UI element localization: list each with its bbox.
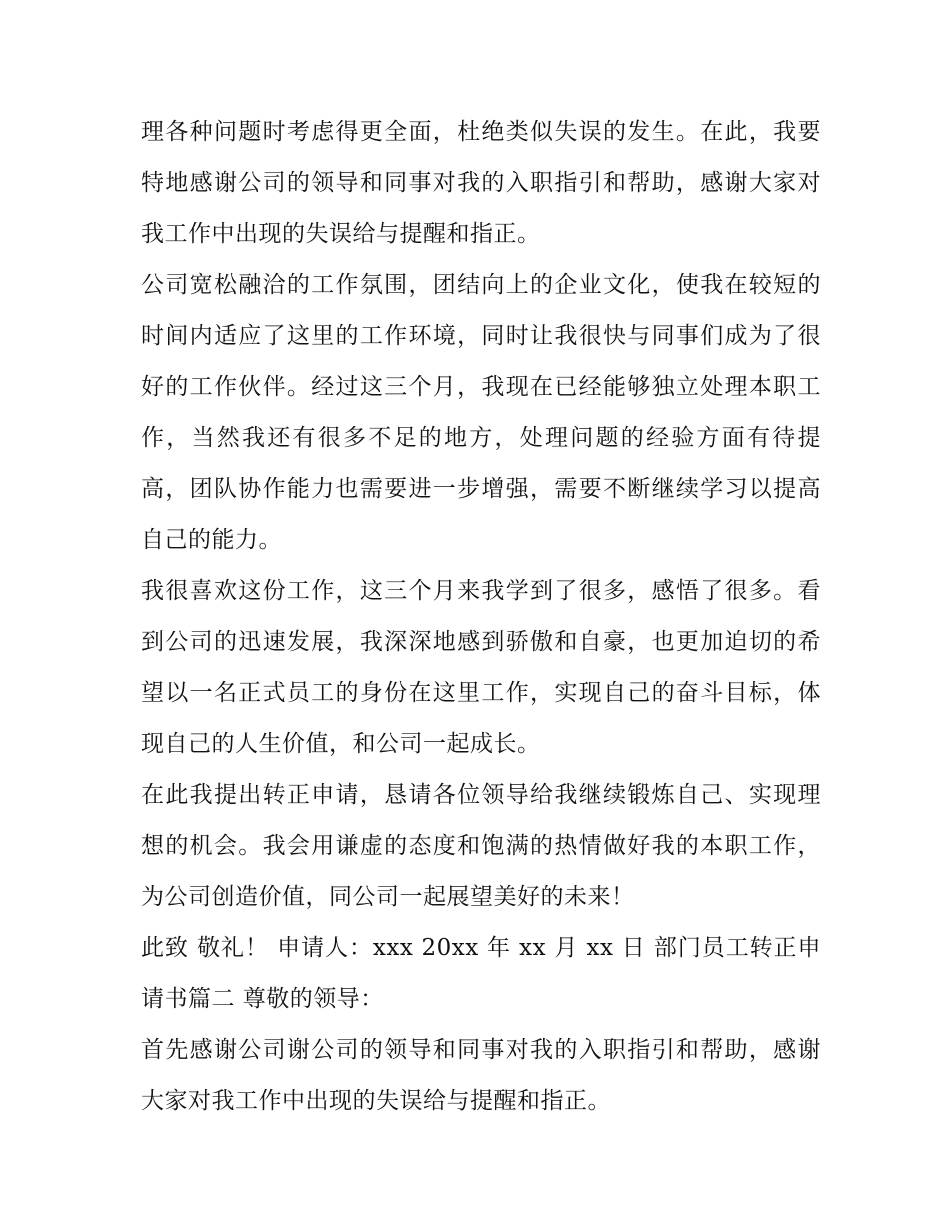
- paragraph: 理各种问题时考虑得更全面，杜绝类似失误的发生。在此，我要特地感谢公司的领导和同事对我的入职指引和帮助，感谢大家对我工作中出现的失误给与提醒和指正。: [141, 119, 821, 247]
- paragraph: 我很喜欢这份工作，这三个月来我学到了很多，感悟了很多。看到公司的迅速发展，我深深地感到骄傲和自豪，也更加迫切的希望以一名正式员工的身份在这里工作，实现自己的奋斗目标，体现自己的人生价值，和公司一起成长。: [141, 578, 821, 757]
- paragraph: 此致 敬礼！ 申请人：xxx 20xx 年 xx 月 xx 日 部门员工转正申请书篇二 尊敬的领导：: [141, 935, 821, 1012]
- paragraph: 首先感谢公司谢公司的领导和同事对我的入职指引和帮助，感谢大家对我工作中出现的失误给与提醒和指正。: [141, 1037, 821, 1114]
- paragraph: 在此我提出转正申请，恳请各位领导给我继续锻炼自己、实现理想的机会。我会用谦虚的态度和饱满的热情做好我的本职工作，为公司创造价值，同公司一起展望美好的未来！: [141, 782, 821, 910]
- document-body: [141, 107, 821, 1127]
- paragraph: 公司宽松融洽的工作氛围，团结向上的企业文化，使我在较短的时间内适应了这里的工作环境，同时让我很快与同事们成为了很好的工作伙伴。经过这三个月，我现在已经能够独立处理本职工作，当然我还有很多不足的地方，处理问题的经验方面有待提高，团队协作能力也需要进一步增强，需要不断继续学习以提高自己的能力。: [141, 272, 821, 553]
